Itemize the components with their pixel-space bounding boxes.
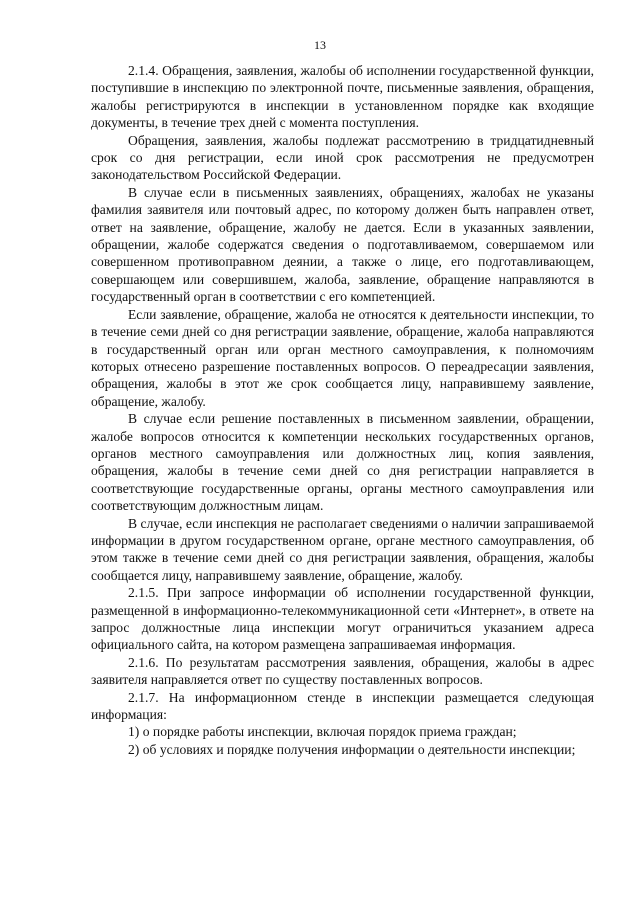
list-item-2: 2) об условиях и порядке получения информации о деятельности инспекции; <box>128 741 576 757</box>
document-body <box>91 62 594 758</box>
list-item-1: 1) о порядке работы инспекции, включая порядок приема граждан; <box>128 724 517 740</box>
paragraph-review-deadline: Обращения, заявления, жалобы подлежат рассмотрению в тридцатидневный срок со дня регистрации, если иной срок рассмотрения не предусмотрен законодательством Российской Федерации. <box>91 132 594 183</box>
paragraph-multiple-competence: В случае если решение поставленных в письменном заявлении, обращении, жалобе вопросов относится к компетенции нескольких государственных органов, органов местного самоуправления или должностных лиц, копия заявления, обращения, жалобы в течение семи дней со дня регистрации направляется в соответствующие государственные органы, органы местного самоуправления или соответствующим должностным лицам. <box>91 411 594 514</box>
paragraph-no-information: В случае, если инспекция не располагает сведениями о наличии запрашиваемой информации в другом государственном органе, органе местного самоуправления, об этом также в течение семи дней со дня регистрации заявления, обращения, жалобы сообщается лицу, направившему заявление, обращение, жалобу. <box>91 515 594 583</box>
paragraph-redirect: Если заявление, обращение, жалоба не относятся к деятельности инспекции, то в течение семи дней со дня регистрации заявление, обращение, жалоба направляются в государственный орган или орган местного самоуправления, к полномочиям которых отнесено разрешение поставленных вопросов. О переадресации заявления, обращения, жалобы в этот же срок сообщается лицу, направившему заявление, обращение, жалобу. <box>91 306 594 409</box>
paragraph-2-1-7: 2.1.7. На информационном стенде в инспекции размещается следующая информация: <box>91 689 594 723</box>
paragraph-2-1-5: 2.1.5. При запросе информации об исполнении государственной функции, размещенной в информационно-телекоммуникационной сети «Интернет», в ответе на запрос должностные лица инспекции могут ограничиться указанием адреса официального сайта, на котором размещена запрашиваемая информация. <box>91 585 594 653</box>
paragraph-2-1-6: 2.1.6. По результатам рассмотрения заявления, обращения, жалобы в адрес заявителя направляется ответ по существу поставленных вопросов. <box>91 654 594 688</box>
paragraph-missing-address: В случае если в письменных заявлениях, обращениях, жалобах не указаны фамилия заявителя или почтовый адрес, по которому должен быть направлен ответ, ответ на заявление, обращение, жалобу не дается. Если в указанных заявлении, обращении, жалобе содержатся сведения о подготавливаемом, совершаемом или совершенном противоправном деянии, а также о лице, его подготавливающем, совершающем или совершившем, жалоба, заявление, обращение направляются в государственный орган в соответствии с его компетенцией. <box>91 184 594 305</box>
page-number: 13 <box>314 38 326 52</box>
paragraph-2-1-4: 2.1.4. Обращения, заявления, жалобы об исполнении государственной функции, поступившие в инспекцию по электронной почте, письменные заявления, обращения, жалобы регистрируются в инспекции в установленном порядке как входящие документы, в течение трех дней с момента поступления. <box>91 63 594 131</box>
